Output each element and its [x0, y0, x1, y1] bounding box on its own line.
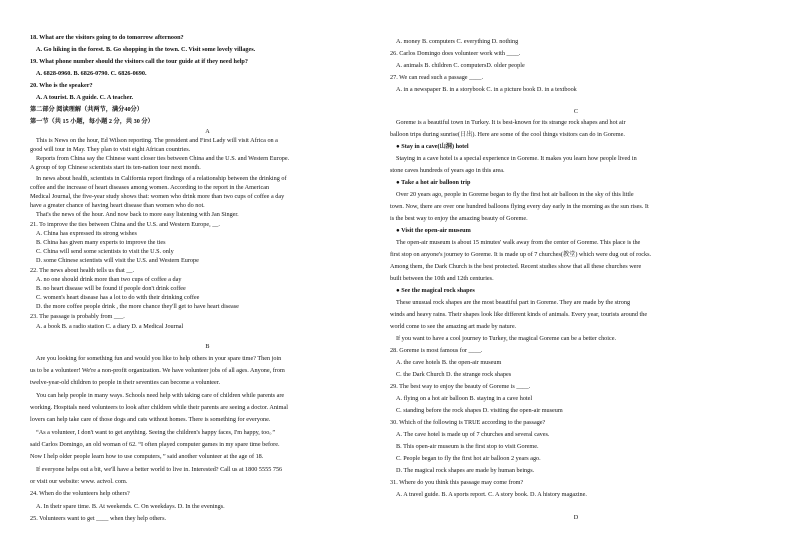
right-text-line: first stop on anyone's journey to Goreme. It is made up of 7 churches(教堂) which were dug out of rocks.: [390, 251, 652, 258]
left-text-line: This is News on the hour, Ed Wilson reporting. The president and First Lady will visit Africa on a: [36, 137, 278, 144]
left-text-line: us to be a volunteer! We're a non-profit organization. We have volunteer jobs of all ages. Anyone, from: [30, 367, 285, 374]
right-text-line: D. The magical rock shapes are made by human beings.: [396, 467, 535, 474]
left-text-line: B. China has given many experts to improve the ties: [36, 239, 166, 246]
right-text-line: 30. Which of the following is TRUE according to the passage?: [390, 419, 546, 426]
right-text-line: ● Take a hot air balloon trip: [396, 179, 471, 186]
left-text-line: A: [205, 128, 210, 135]
left-text-line: D. the more coffee people drink , the more chance they'll get to have heart disease: [36, 303, 239, 310]
right-text-line: stone caves hundreds of years ago in this area.: [390, 167, 505, 174]
left-text-line: twelve-year-old children to people in their seventies can become a volunteer.: [30, 379, 221, 386]
right-text-line: ● See the magical rock shapes: [396, 287, 475, 294]
right-text-line: A. A travel guide. B. A sports report. C. A story book. D. A history magazine.: [396, 491, 587, 498]
right-text-line: Over 20 years ago, people in Goreme began to fly the first hot air balloon in the sky of this little: [396, 191, 634, 198]
left-text-line: lovers can help take care of those dogs and cats without homes. There is something for everyone.: [30, 416, 271, 423]
left-text-line: said Carlos Domingo, an old woman of 62. “I often played computer games in my spare time before.: [30, 441, 280, 448]
right-text-line: C. the Dark Church D. the strange rock shapes: [396, 371, 512, 378]
left-text-line: A. China has expressed its strong wishes: [36, 230, 137, 237]
left-text-line: 25. Volunteers want to get ____ when they help others.: [30, 515, 167, 522]
right-text-line: B. This open-air museum is the first stop to visit Goreme.: [396, 443, 539, 450]
right-text-line: A. flying on a hot air balloon B. staying in a cave hotel: [396, 395, 533, 402]
left-text-line: C. women's heart disease has a lot to do with their drinking coffee: [36, 294, 200, 301]
right-text-line: The open-air museum is about 15 minutes' walk away from the center of Goreme. This place is the: [396, 239, 641, 246]
right-text-line: If you want to have a cool journey to Turkey, the magical Goreme can be a better choice.: [396, 335, 617, 342]
left-text-line: You can help people in many ways. Schools need help with taking care of children while parents are: [36, 392, 285, 399]
left-text-line: or visit our website: www. actvol. com.: [30, 478, 128, 485]
right-text-line: C: [573, 108, 579, 115]
right-text-line: balloon trips during sunrise(日出). Here are some of the cool things visitors can do in Goreme.: [390, 131, 625, 138]
left-text-line: 19. What phone number should the visitors call the tour guide at if they need help?: [30, 58, 248, 65]
left-text-line: A. a book B. a radio station C. a diary D. a Medical Journal: [36, 323, 184, 330]
left-text-line: Now I help older people learn how to use computers，” said another volunteer at the age of 18.: [30, 453, 264, 460]
right-text-line: A. the cave hotels B. the open-air museum: [396, 359, 502, 366]
left-text-line: 24. When do the volunteers help others?: [30, 490, 130, 497]
left-text-line: Reports from China say the Chinese want closer ties between China and the U.S. and Western Europe.: [36, 155, 290, 162]
right-text-line: ● Stay in a cave(山洞) hotel: [396, 143, 469, 150]
left-text-line: 18. What are the visitors going to do tomorrow afternoon?: [30, 34, 184, 41]
left-text-line: B: [205, 343, 210, 350]
left-text-line: D. some Chinese scientists will visit the U.S. and Western Europe: [36, 257, 199, 264]
left-text-line: C. China will send some scientists to visit the U.S. only: [36, 248, 174, 255]
right-text-line: A. The cave hotel is made up of 7 churches and several caves.: [396, 431, 550, 438]
left-text-line: 20. Who is the speaker?: [30, 82, 93, 89]
left-text-line: 23. The passage is probably from ___.: [30, 313, 125, 320]
right-text-line: 29. The best way to enjoy the beauty of Goreme is ____.: [390, 383, 531, 390]
right-text-line: Goreme is a beautiful town in Turkey. It is best-known for its strange rock shapes and hot air: [396, 119, 626, 126]
left-text-line: 21. To improve the ties between China and the U.S. and Western Europe, __.: [30, 221, 220, 228]
left-text-line: If everyone helps out a bit, we'll have a better world to live in. Interested? Call us at 1800 5555 756: [36, 466, 283, 473]
left-text-line: B. no heart disease will be found if people don't drink coffee: [36, 285, 186, 292]
right-text-line: 28. Goreme is most famous for ____.: [390, 347, 483, 354]
left-text-line: In news about health, scientists in California report findings of a relationship between the drinking of: [36, 175, 287, 182]
right-text-line: C. standing before the rock shapes D. visiting the open-air museum: [396, 407, 563, 414]
right-text-line: A. animals B. children C. computersD. older people: [396, 62, 525, 69]
right-text-line: A. in a newspaper B. in a storybook C. in a picture book D. in a textbook: [396, 86, 577, 93]
right-text-line: C. People began to fly the first hot air balloon 2 years ago.: [396, 455, 541, 462]
left-text-line: good will tour in May. They plan to visit eight African countries.: [30, 146, 191, 153]
left-text-line: A. 6828-0960. B. 6826-0790. C. 6826-0690.: [36, 70, 147, 77]
right-text-line: world come to see the amazing art made by nature.: [390, 323, 517, 330]
left-text-line: “As a volunteer, I don't want to get anything. Seeing the children's happy faces, I'm happy, too。”: [36, 429, 276, 436]
left-text-line: coffee and the increase of heart diseases among women. According to the report in the American: [30, 184, 270, 191]
right-text-line: ● Visit the open-air museum: [396, 227, 471, 234]
left-text-line: A. Go hiking in the forest. B. Go shopping in the town. C. Visit some lovely villages.: [36, 46, 256, 53]
left-text-line: A group of top Chinese scientists start its ten-nation tour next month.: [30, 164, 201, 171]
right-text-line: These unusual rock shapes are the most beautiful part in Goreme. They are made by the strong: [396, 299, 631, 306]
left-text-line: have a greater chance of having heart disease than women who do not.: [30, 202, 205, 209]
left-text-line: working. Hospitals need volunteers to look after children while their parents are seeing a doctor. Animal: [30, 404, 288, 411]
left-text-line: Medical Journal, the five-year study shows that: women who drink more than two cups of coffee a day: [30, 193, 285, 200]
left-text-line: That's the news of the hour. And now back to more easy listening with Jan Singer.: [36, 211, 239, 218]
right-text-line: 31. Where do you think this passage may come from?: [390, 479, 524, 486]
left-text-line: Are you looking for something fun and would you like to help others in your spare time? Then join: [36, 355, 282, 362]
right-text-line: is the best way to enjoy the amazing beauty of Goreme.: [390, 215, 528, 222]
right-text-line: built between the 10th and 12th centuries.: [390, 275, 494, 282]
left-text-line: 第二部分 阅读理解（共两节，满分40分）: [30, 106, 143, 113]
right-text-line: D: [573, 514, 579, 521]
right-text-line: winds and heavy rains. Their shapes look like different kinds of animals. Every year, tourists around the: [390, 311, 648, 318]
left-text-line: 22. The news about health tells us that __.: [30, 267, 135, 274]
right-text-line: town. Now, there are over one hundred balloons flying every day early in the morning as the sun rises. It: [390, 203, 649, 210]
right-text-line: A. money B. computers C. everything D. nothing: [396, 38, 519, 45]
left-text-line: A. A tourist. B. A guide. C. A teacher.: [36, 94, 134, 101]
right-text-line: 26. Carlos Domingo does volunteer work with ____.: [390, 50, 521, 57]
right-text-line: Among them, the Dark Church is the best protected. Recent studies show that all these churches were: [390, 263, 642, 270]
left-text-line: A. no one should drink more than two cups of coffee a day: [36, 276, 182, 283]
left-text-line: 第一节（共 15 小题，每小题 2 分，共 30 分）: [30, 118, 154, 125]
right-text-line: Staying in a cave hotel is a special experience in Goreme. It makes you learn how people lived in: [396, 155, 637, 162]
left-text-line: A. In their spare time. B. At weekends. C. On weekdays. D. In the evenings.: [36, 503, 225, 510]
right-text-line: 27. We can read such a passage ____.: [390, 74, 484, 81]
